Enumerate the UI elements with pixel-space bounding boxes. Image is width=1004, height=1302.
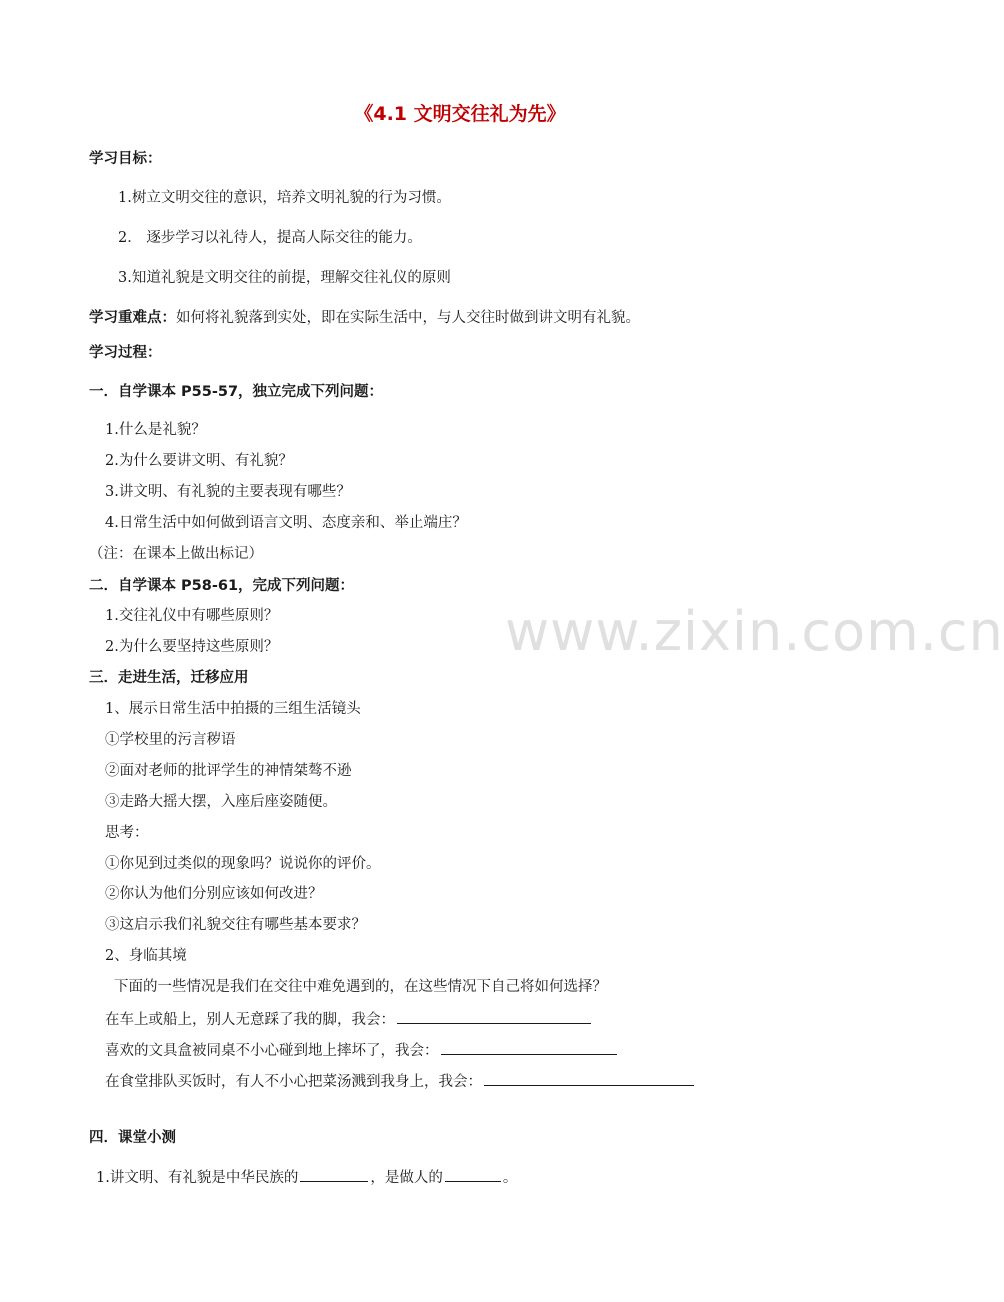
process-heading: 学习过程： [89, 345, 162, 361]
scene-item: ③走路大摇大摆，入座后座姿随便。 [105, 794, 337, 810]
key-points [89, 308, 640, 328]
quiz-text: ，是做人的 [370, 1170, 443, 1186]
section3-heading: 三．走进生活，迁移应用 [89, 670, 249, 686]
quiz-question [96, 1166, 517, 1188]
quiz-blank[interactable] [445, 1166, 501, 1182]
quiz-text: 1.讲文明、有礼貌是中华民族的 [96, 1170, 299, 1186]
section1-note: （注：在课本上做出标记） [89, 546, 263, 562]
key-points-text: 如何将礼貌落到实处，即在实际生活中，与人交往时做到讲文明有礼貌。 [176, 310, 640, 326]
section3-part1-title: 1、展示日常生活中拍摄的三组生活镜头 [105, 701, 361, 717]
objective-item: 3.知道礼貌是文明交往的前提，理解交往礼仪的原则 [118, 270, 451, 286]
section1-item: 2.为什么要讲文明、有礼貌？ [105, 453, 293, 469]
objectives-heading: 学习目标： [89, 151, 162, 167]
think-question: ①你见到过类似的现象吗？说说你的评价。 [105, 856, 381, 872]
answer-blank[interactable] [397, 1008, 591, 1024]
think-label: 思考： [105, 825, 149, 841]
section1-item: 4.日常生活中如何做到语言文明、态度亲和、举止端庄？ [105, 515, 467, 531]
situation-text: 在食堂排队买饭时，有人不小心把菜汤溅到我身上，我会： [105, 1074, 482, 1090]
section1-item: 3.讲文明、有礼貌的主要表现有哪些？ [105, 484, 351, 500]
quiz-blank[interactable] [300, 1166, 368, 1182]
section2-item: 1.交往礼仪中有哪些原则？ [105, 608, 279, 624]
section2-item: 2.为什么要坚持这些原则？ [105, 639, 279, 655]
situation-item [105, 1039, 619, 1061]
section3-part2-title: 2、身临其境 [105, 948, 187, 964]
objective-item: 1.树立文明交往的意识，培养文明礼貌的行为习惯。 [118, 190, 451, 206]
scene-item: ②面对老师的批评学生的神情桀骜不逊 [105, 763, 352, 779]
key-points-label: 学习重难点： [89, 310, 176, 326]
watermark: www.zixin.com.cn [505, 600, 1004, 663]
think-question: ②你认为他们分别应该如何改进？ [105, 886, 323, 902]
section4-heading: 四．课堂小测 [89, 1130, 176, 1146]
objective-item: 2． 逐步学习以礼待人，提高人际交往的能力。 [118, 230, 422, 246]
section1-heading: 一．自学课本 P55-57，独立完成下列问题： [89, 384, 384, 400]
answer-blank[interactable] [441, 1039, 617, 1055]
situation-item [105, 1070, 696, 1092]
situation-text: 喜欢的文具盒被同桌不小心碰到地上摔坏了，我会： [105, 1043, 439, 1059]
section1-item: 1.什么是礼貌？ [105, 422, 206, 438]
quiz-text: 。 [502, 1170, 518, 1186]
scene-item: ①学校里的污言秽语 [105, 732, 236, 748]
think-question: ③这启示我们礼貌交往有哪些基本要求？ [105, 917, 366, 933]
situation-item [105, 1008, 593, 1030]
section2-heading: 二．自学课本 P58-61，完成下列问题： [89, 578, 355, 594]
page-title: 《4.1 文明交往礼为先》 [354, 103, 566, 125]
situation-text: 在车上或船上，别人无意踩了我的脚，我会： [105, 1012, 395, 1028]
situation-intro: 下面的一些情况是我们在交往中难免遇到的，在这些情况下自己将如何选择？ [114, 979, 607, 995]
answer-blank[interactable] [484, 1070, 694, 1086]
